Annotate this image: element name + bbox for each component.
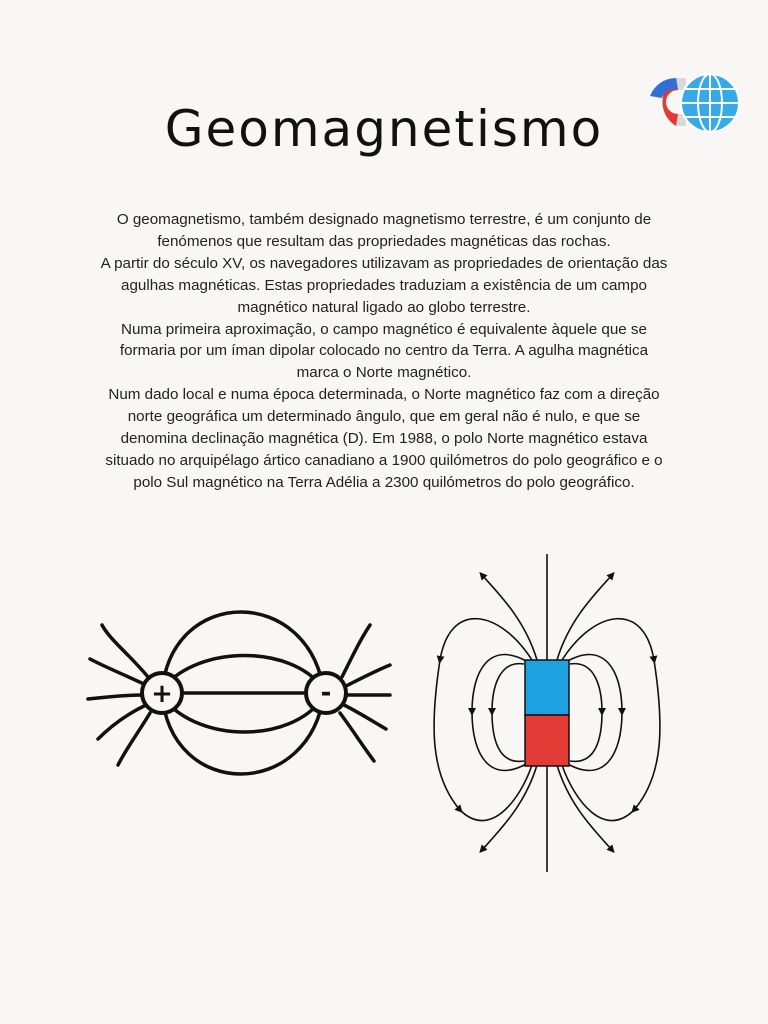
paragraph: O geomagnetismo, também designado magnetismo terrestre, é um conjunto de fenómenos que resultam das propriedades magnéticas das rochas. [116,211,652,250]
bar-magnet-field-diagram [420,550,675,875]
paragraph: Num dado local e numa época determinada, o Norte magnético faz com a direção norte geográfica um determinado ângulo, que em geral não é nulo, e que se denomina declinação magnética (D). Em 1988, o polo Norte magnético estava situado no arquipélago ártico canadiano a 1900 quilómetros do polo geográfico e o polo Sul magnético na Terra Adélia a 2300 quilómetros do polo geográfico. [105,386,663,491]
negative-charge-label: - [320,678,332,708]
paragraph: A partir do século XV, os navegadores utilizavam as propriedades de orientação das agulhas magnéticas. Estas propriedades traduziam a existência de um campo magnético natural ligado ao globo terrestre. [100,254,668,316]
magnet-north-pole [525,660,569,715]
body-text [100,209,668,494]
dipole-field-diagram [80,595,400,785]
page-title: Geomagnetismo [164,100,604,158]
positive-charge-label: + [151,679,173,709]
magnet-south-pole [525,715,569,766]
paragraph: Numa primeira aproximação, o campo magnético é equivalente àquele que se formaria por um íman dipolar colocado no centro da Terra. A agulha magnética marca o Norte magnético. [119,320,649,382]
